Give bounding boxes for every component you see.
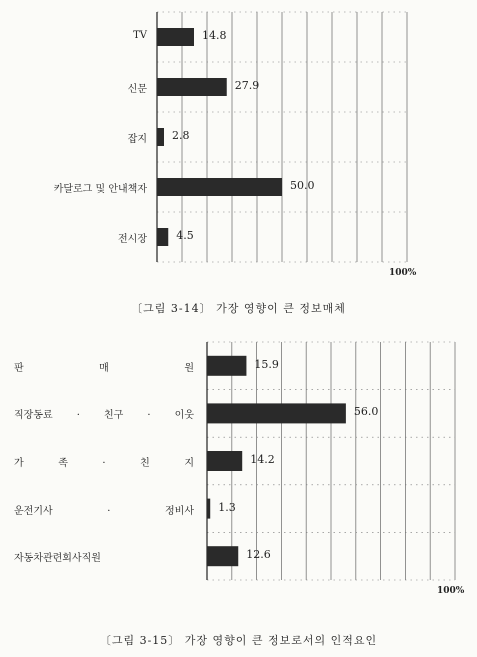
data-label: 2.8 <box>172 129 190 142</box>
axis-max-label: 100% <box>389 268 417 278</box>
bar <box>207 499 210 519</box>
bar <box>207 451 242 471</box>
bar <box>157 178 282 196</box>
category-label: 가 족 · 친 지 <box>14 458 194 469</box>
bar <box>157 78 227 96</box>
data-label: 50.0 <box>290 179 315 192</box>
data-label: 27.9 <box>234 79 260 92</box>
category-label: 카달로그 및 안내책자 <box>53 184 147 195</box>
bar <box>157 228 168 246</box>
bar <box>157 128 164 146</box>
chart1-caption: 〔그림 3-14〕 가장 영향이 큰 정보매체 <box>131 302 346 315</box>
chart2-caption: 〔그림 3-15〕 가장 영향이 큰 정보로서의 인적요인 <box>99 634 378 647</box>
data-label: 14.8 <box>202 29 227 42</box>
data-label: 4.5 <box>176 229 194 242</box>
bar <box>157 28 194 46</box>
category-label: 자동차관련회사직원 <box>14 553 101 565</box>
data-label: 1.3 <box>218 500 236 514</box>
category-label: 운전기사 · 정비사 <box>14 505 194 517</box>
chart1-plot <box>0 0 477 280</box>
data-label: 15.9 <box>254 357 279 371</box>
category-label: 신문 <box>127 84 147 95</box>
bar <box>207 546 238 566</box>
axis-max-label: 100% <box>437 586 465 596</box>
category-label: 잡지 <box>127 134 147 145</box>
bar <box>207 356 246 376</box>
category-label: 판 매 원 <box>14 362 194 374</box>
data-label: 14.2 <box>250 453 275 466</box>
data-label: 12.6 <box>246 548 271 562</box>
personal-factor-chart <box>0 330 477 615</box>
category-label: 직장동료 · 친구 · 이웃 <box>14 410 194 422</box>
category-label: 전시장 <box>118 234 147 245</box>
category-label: TV <box>133 30 147 41</box>
data-label: 56.0 <box>353 405 379 419</box>
bar <box>207 403 346 423</box>
info-media-chart <box>0 0 477 280</box>
